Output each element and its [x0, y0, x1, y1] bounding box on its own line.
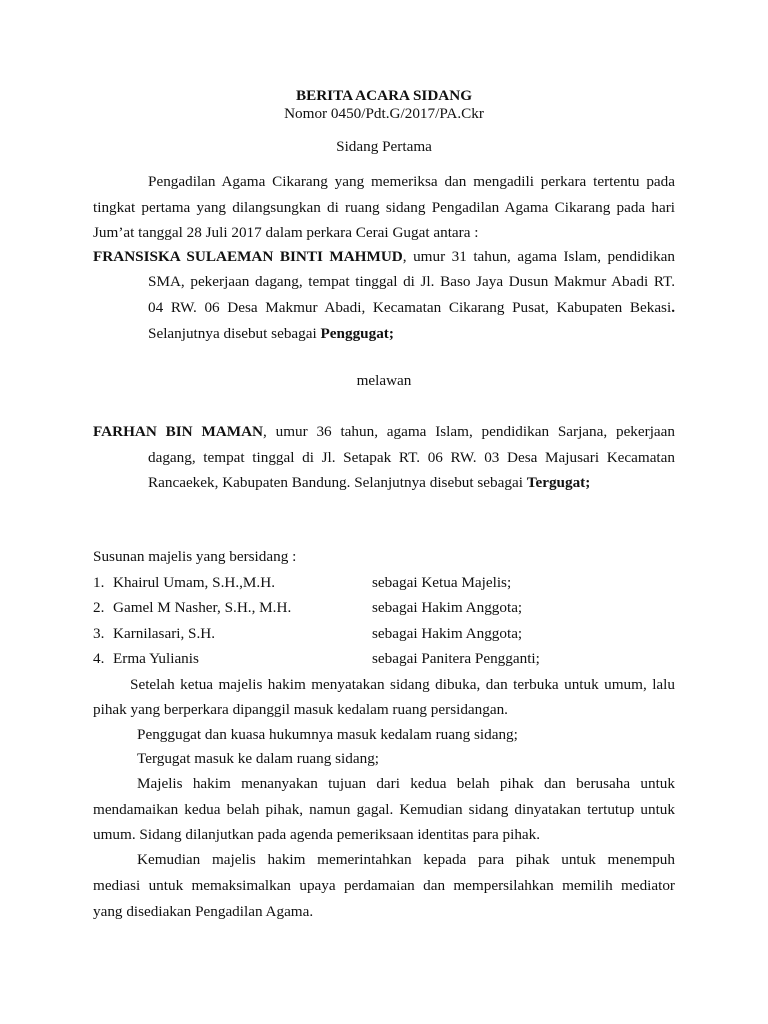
plaintiff-line-3: 04 RW. 06 Desa Makmur Abadi, Kecamatan Cikarang Pusat, Kabupaten Bekasi. — [148, 299, 675, 316]
panel-member-number: 3. — [93, 625, 105, 642]
plaintiff-line-1: FRANSISKA SULAEMAN BINTI MAHMUD, umur 31 tahun, agama Islam, pendidikan — [93, 248, 676, 265]
panel-member-role: sebagai Ketua Majelis; — [372, 574, 512, 591]
panel-member-number: 1. — [93, 574, 105, 591]
intro-line-3: Jum’at tanggal 28 Juli 2017 dalam perkara Cerai Gugat antara : — [93, 224, 479, 241]
panel-member-name: Erma Yulianis — [113, 650, 199, 667]
proceeding-p3: Tergugat masuk ke dalam ruang sidang; — [137, 750, 380, 767]
panel-member-number: 4. — [93, 650, 105, 667]
defendant-line-1: FARHAN BIN MAMAN, umur 36 tahun, agama Islam, pendidikan Sarjana, pekerjaan — [93, 423, 675, 440]
proceeding-p5-line-1: Kemudian majelis hakim memerintahkan kepada para pihak untuk menempuh — [137, 851, 675, 868]
panel-member-name: Gamel M Nasher, S.H., M.H. — [113, 599, 292, 616]
panel-member-role: sebagai Panitera Pengganti; — [372, 650, 540, 667]
plaintiff-role: Penggugat; — [320, 325, 394, 342]
panel-member-number: 2. — [93, 599, 105, 616]
intro-line-1: Pengadilan Agama Cikarang yang memeriksa dan mengadili perkara tertentu pada — [148, 173, 675, 190]
panel-heading: Susunan majelis yang bersidang : — [93, 548, 297, 565]
plaintiff-line-2: SMA, pekerjaan dagang, tempat tinggal di Jl. Baso Jaya Dusun Makmur Abadi RT. — [148, 273, 675, 290]
proceeding-p1-line-1: Setelah ketua majelis hakim menyatakan sidang dibuka, dan terbuka untuk umum, lalu — [130, 676, 675, 693]
defendant-line-2: dagang, tempat tinggal di Jl. Setapak RT. 06 RW. 03 Desa Majusari Kecamatan — [148, 449, 675, 466]
document-title: BERITA ACARA SIDANG — [295, 87, 473, 104]
versus-label: melawan — [356, 372, 412, 389]
document-number: Nomor 0450/Pdt.G/2017/PA.Ckr — [284, 105, 484, 122]
proceeding-p2: Penggugat dan kuasa hukumnya masuk kedalam ruang sidang; — [137, 726, 518, 743]
proceeding-p5-line-3: yang disediakan Pengadilan Agama. — [93, 903, 314, 920]
defendant-name: FARHAN BIN MAMAN — [93, 423, 264, 440]
plaintiff-name: FRANSISKA SULAEMAN BINTI MAHMUD — [93, 248, 403, 265]
defendant-line-3: Rancaekek, Kabupaten Bandung. Selanjutnya disebut sebagai Tergugat; — [148, 474, 591, 491]
session-label: Sidang Pertama — [336, 138, 432, 155]
panel-member-role: sebagai Hakim Anggota; — [372, 625, 523, 642]
plaintiff-line-4: Selanjutnya disebut sebagai Penggugat; — [148, 325, 394, 342]
proceeding-p4-line-3: umum. Sidang dilanjutkan pada agenda pemeriksaan identitas para pihak. — [93, 826, 541, 843]
proceeding-p5-line-2: mediasi untuk memaksimalkan upaya perdamaian dan mempersilahkan memilih mediator — [93, 877, 675, 894]
proceeding-p4-line-1: Majelis hakim menanyakan tujuan dari kedua belah pihak dan berusaha untuk — [137, 775, 675, 792]
proceeding-p4-line-2: mendamaikan kedua belah pihak, namun gagal. Kemudian sidang dinyatakan tertutup untuk — [93, 801, 675, 818]
panel-member-role: sebagai Hakim Anggota; — [372, 599, 523, 616]
proceeding-p1-line-2: pihak yang berperkara dipanggil masuk kedalam ruang persidangan. — [93, 701, 508, 718]
panel-member-name: Karnilasari, S.H. — [113, 625, 216, 642]
panel-member-name: Khairul Umam, S.H.,M.H. — [113, 574, 275, 591]
intro-line-2: tingkat pertama yang dilangsungkan di ruang sidang Pengadilan Agama Cikarang pada hari — [93, 199, 675, 216]
defendant-role: Tergugat; — [526, 474, 591, 491]
